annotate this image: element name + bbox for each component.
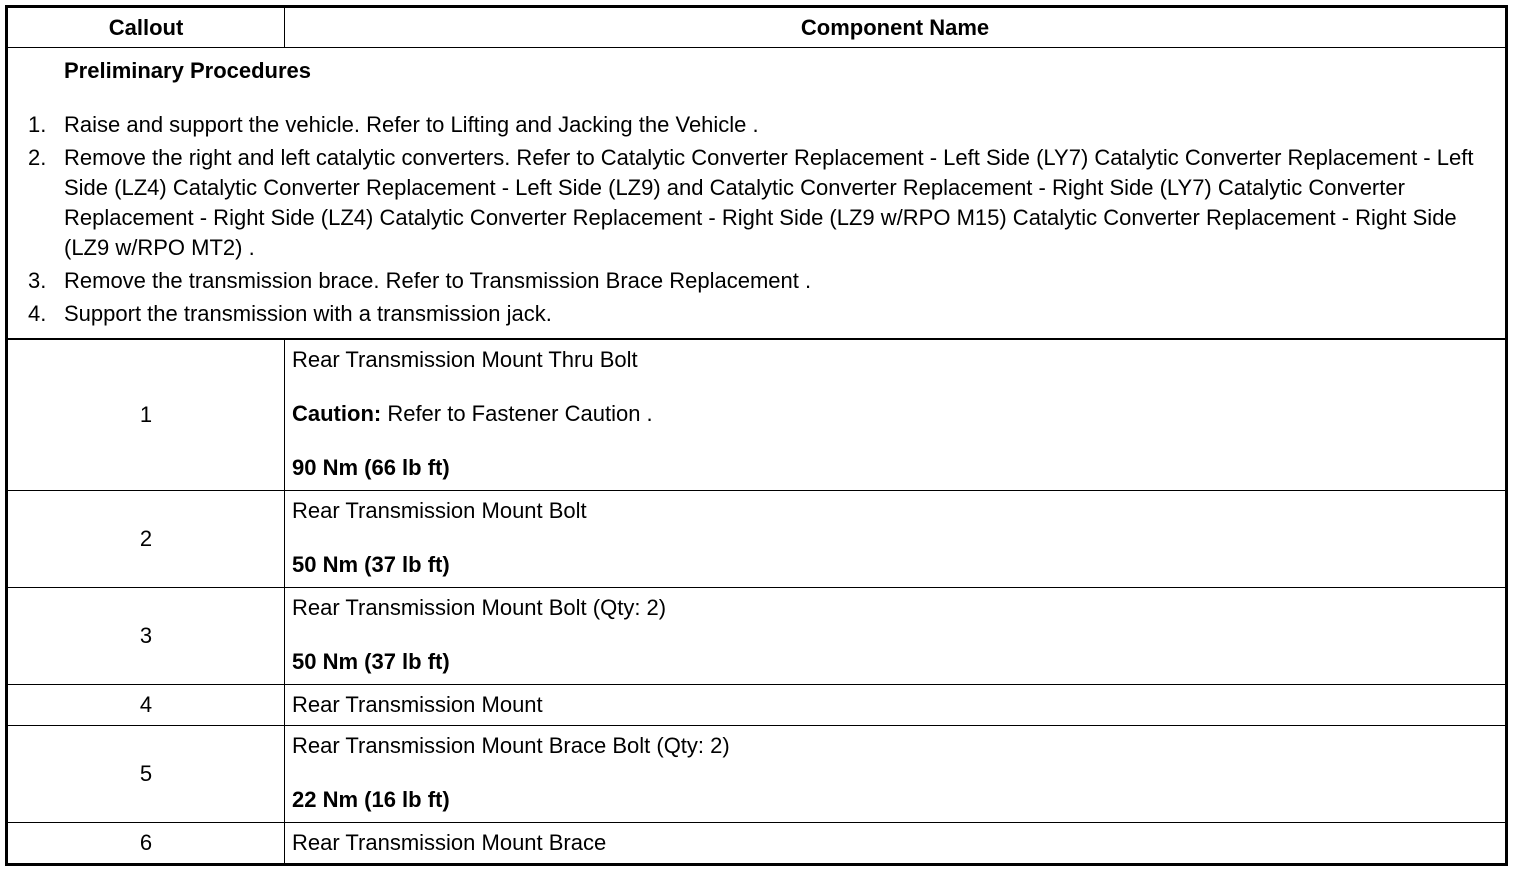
step-item	[28, 110, 1481, 140]
component-name: Rear Transmission Mount	[292, 692, 543, 717]
preliminary-row	[7, 48, 1507, 340]
caution-text: Refer to Fastener Caution .	[381, 401, 653, 426]
torque-spec: 50 Nm (37 lb ft)	[292, 649, 450, 674]
component-name: Rear Transmission Mount Brace Bolt (Qty: 2)	[292, 733, 730, 758]
step-number: 2.	[28, 145, 47, 170]
callout-number: 4	[7, 685, 285, 726]
callout-header: Callout	[7, 7, 285, 48]
table-row	[7, 588, 1507, 685]
callout-number: 2	[7, 491, 285, 588]
table-row	[7, 726, 1507, 823]
caution-note	[292, 399, 1497, 429]
preliminary-title: Preliminary Procedures	[64, 58, 312, 83]
table-row	[7, 491, 1507, 588]
step-number: 4.	[28, 301, 47, 326]
header-row	[7, 7, 1507, 48]
torque-spec: 90 Nm (66 lb ft)	[292, 455, 450, 480]
component-cell	[285, 685, 1507, 726]
component-table	[5, 5, 1508, 866]
step-text: Support the transmission with a transmission jack.	[64, 301, 552, 326]
callout-number: 6	[7, 823, 285, 865]
component-cell	[285, 491, 1507, 588]
table-row	[7, 685, 1507, 726]
component-cell	[285, 339, 1507, 491]
caution-label: Caution:	[292, 401, 382, 426]
table-row	[7, 339, 1507, 491]
step-item	[28, 299, 1481, 329]
component-name-header: Component Name	[285, 7, 1507, 48]
preliminary-steps	[28, 110, 1481, 329]
step-number: 1.	[28, 112, 47, 137]
table-row	[7, 823, 1507, 865]
callout-number: 5	[7, 726, 285, 823]
component-name: Rear Transmission Mount Bolt	[292, 498, 587, 523]
callout-number: 3	[7, 588, 285, 685]
step-text: Raise and support the vehicle. Refer to Lifting and Jacking the Vehicle .	[64, 112, 759, 137]
torque-spec: 22 Nm (16 lb ft)	[292, 787, 450, 812]
component-name: Rear Transmission Mount Thru Bolt	[292, 347, 638, 372]
callout-number: 1	[7, 339, 285, 491]
step-text: Remove the transmission brace. Refer to Transmission Brace Replacement .	[64, 268, 812, 293]
preliminary-procedures	[7, 48, 1507, 340]
component-cell	[285, 588, 1507, 685]
step-number: 3.	[28, 268, 47, 293]
component-cell	[285, 823, 1507, 865]
component-cell	[285, 726, 1507, 823]
torque-spec: 50 Nm (37 lb ft)	[292, 552, 450, 577]
component-name: Rear Transmission Mount Brace	[292, 830, 607, 855]
step-item	[28, 266, 1481, 296]
component-name: Rear Transmission Mount Bolt (Qty: 2)	[292, 595, 667, 620]
step-text: Remove the right and left catalytic converters. Refer to Catalytic Converter Replacement - Left Side (LY7) Catalytic Converter Replacement - Left Side (LZ4) Catalytic Converter Replacement - Left Side (LZ9) and Catalytic Converter Replacement - Right Side (LY7) Catalytic Converter Replacement - Right Side (LZ4) Catalytic Converter Replacement - Right Side (LZ9 w/RPO M15) Catalytic Converter Replacement - Right Side (LZ9 w/RPO MT2) .	[64, 145, 1474, 260]
step-item	[28, 143, 1481, 263]
